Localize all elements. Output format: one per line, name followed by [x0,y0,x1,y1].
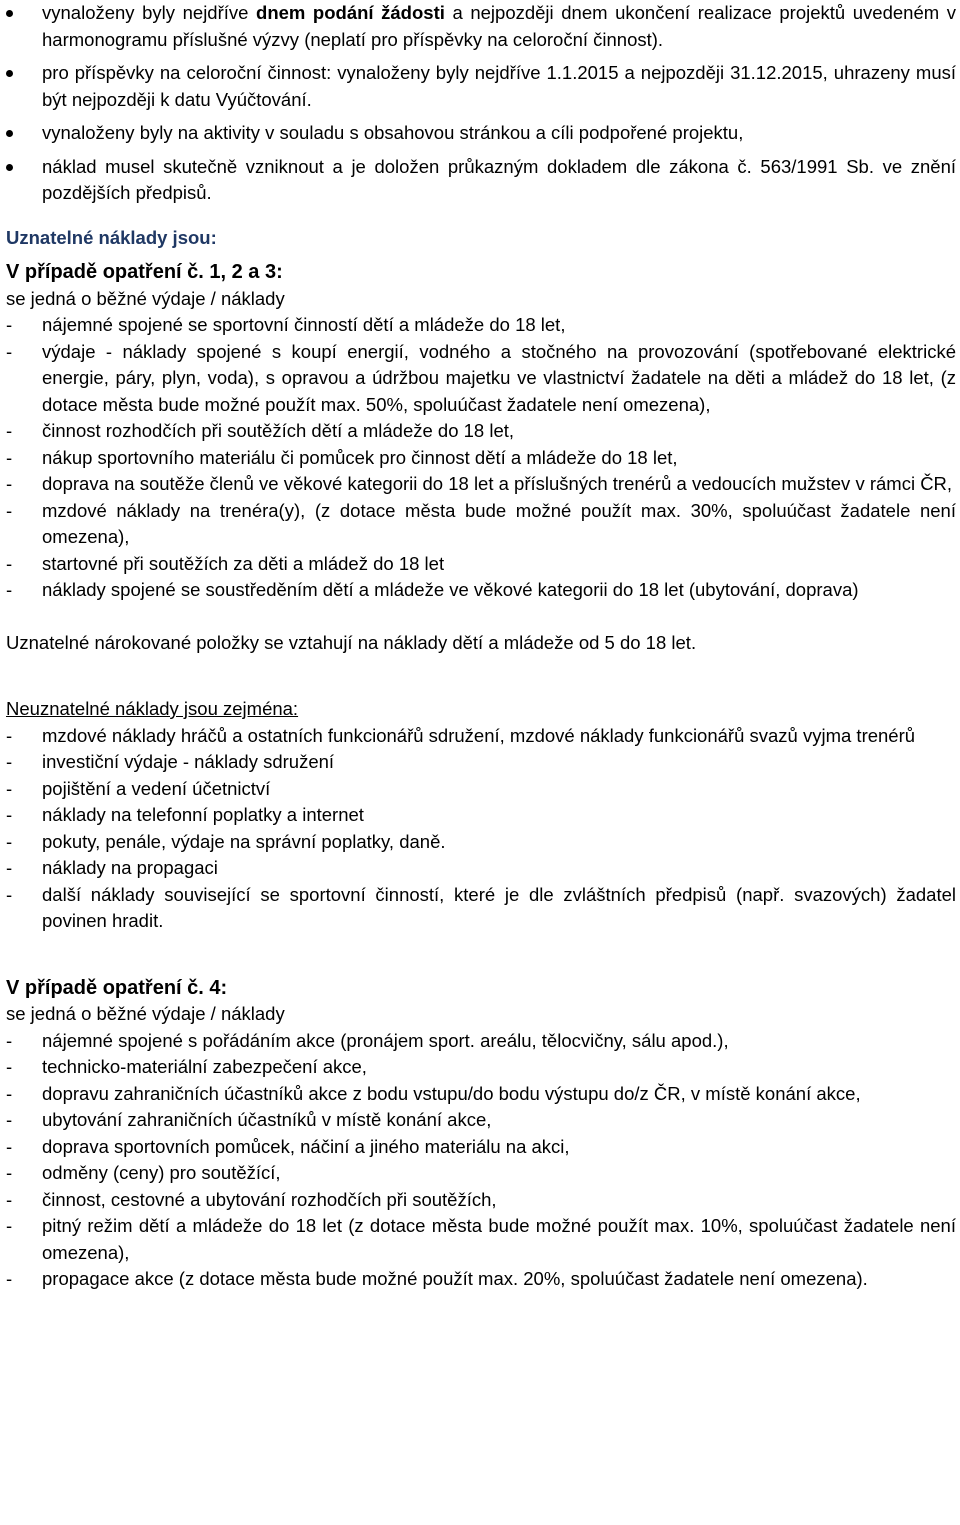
list-item-text: náklady spojené se soustředěním dětí a mládeže ve věkové kategorii do 18 let (ubytování, doprava) [42,579,859,600]
measure-4-intro: se jedná o běžné výdaje / náklady [6,1003,285,1024]
list-item-text: startovné při soutěžích za děti a mládež do 18 let [42,552,445,574]
list-item-text: mzdové náklady hráčů a ostatních funkcionářů sdružení, mzdové náklady funkcionářů svazů vyjma trenérů [42,724,916,746]
list-item [6,882,956,935]
measure-4-list [6,1028,956,1293]
bullet-icon [6,70,13,77]
list-item [6,855,956,882]
condition-text: vynaloženy byly nejdříve [42,2,257,23]
list-item [6,1028,956,1055]
measure-123-intro: se jedná o běžné výdaje / náklady [6,287,285,309]
list-item [6,723,956,750]
list-item-text: doprava na soutěže členů ve věkové kategorii do 18 let a příslušných trenérů a vedoucích mužstev v rámci ČR, [42,473,953,494]
eligible-note: Uznatelné nárokované položky se vztahují na náklady dětí a mládeže od 5 do 18 let. [6,631,697,653]
dash-icon: - [6,1029,13,1051]
dash-icon: - [6,1056,13,1077]
ineligible-list [6,723,956,935]
dash-icon: - [6,1135,13,1157]
list-item-text: propagace akce (z dotace města bude možné použít max. 20%, spoluúčast žadatele není omezena). [42,1268,868,1289]
dash-icon: - [6,830,13,852]
condition-item [6,0,956,53]
dash-icon: - [6,473,13,494]
list-item [6,312,956,339]
list-item-text: náklady na propagaci [42,857,218,878]
dash-icon: - [6,1268,13,1289]
dash-icon: - [6,777,13,799]
dash-icon: - [6,1215,13,1236]
dash-icon: - [6,499,13,521]
measure-4-title: V případě opatření č. 4: [6,976,228,999]
list-item [6,829,956,856]
condition-text: náklad musel skutečně vzniknout a je doložen průkazným dokladem dle zákona č. 563/1991 Sb. ve znění pozdějších předpisů. [42,155,956,203]
list-item-text: pitný režim dětí a mládeže do 18 let (z dotace města bude možné použít max. 10%, spoluúčast žadatele není omezena), [42,1215,956,1263]
dash-icon: - [6,724,13,746]
list-item [6,1213,956,1266]
list-item-text: výdaje - náklady spojené s koupí energií, vodného a stočného na provozování (spotřebované elektrické energie, páry, plyn, voda), s opravou a údržbou majetku ve vlastnictví žadatele na děti a mládež do 18 let, (z dotace města bude možné použít max. 50%, spoluúčast žadatele není omezena), [42,340,956,415]
eligible-costs-heading: Uznatelné náklady jsou: [6,226,217,248]
list-item-text: činnost rozhodčích při soutěžích dětí a mládeže do 18 let, [42,420,515,441]
dash-icon: - [6,552,13,574]
list-item [6,339,956,419]
list-item [6,802,956,829]
list-item-text: pojištění a vedení účetnictví [42,777,271,799]
list-item [6,577,956,604]
list-item [6,551,956,578]
condition-text: pro příspěvky na celoroční činnost: vynaloženy byly nejdříve 1.1.2015 a nejpozději 31.12.2015, uhrazeny musí být nejpozději k datu Vyúčtování. [42,62,956,110]
dash-icon: - [6,1082,13,1104]
dash-icon: - [6,420,13,441]
list-item-text: činnost, cestovné a ubytování rozhodčích při soutěžích, [42,1188,497,1210]
dash-icon: - [6,1162,13,1183]
dash-icon: - [6,340,13,362]
list-item [6,1107,956,1134]
condition-emphasis: dnem podání žádosti [256,2,445,23]
dash-icon: - [6,804,13,825]
list-item [6,1187,956,1214]
list-item [6,418,956,445]
list-item-text: ubytování zahraničních účastníků v místě konání akce, [42,1109,492,1130]
list-item [6,445,956,472]
list-item [6,776,956,803]
dash-icon: - [6,579,13,600]
dash-icon: - [6,314,13,335]
condition-item [6,154,956,207]
list-item [6,1266,956,1293]
list-item [6,498,956,551]
dash-icon: - [6,446,13,468]
list-item-text: technicko-materiální zabezpečení akce, [42,1056,367,1077]
list-item [6,1081,956,1108]
condition-text: vynaloženy byly na aktivity v souladu s obsahovou stránkou a cíli podpořené projektu, [42,122,744,143]
list-item-text: doprava sportovních pomůcek, náčiní a jiného materiálu na akci, [42,1135,570,1157]
list-item-text: nákup sportovního materiálu či pomůcek pro činnost dětí a mládeže do 18 let, [42,446,678,468]
list-item [6,1160,956,1187]
bullet-icon [6,130,13,137]
list-item-text: další náklady související se sportovní činností, které je dle zvláštních předpisů (např. svazových) žadatel povinen hradit. [42,883,956,931]
list-item [6,749,956,776]
list-item-text: investiční výdaje - náklady sdružení [42,751,335,772]
list-item-text: pokuty, penále, výdaje na správní poplatky, daně. [42,830,446,852]
dash-icon: - [6,857,13,878]
dash-icon: - [6,1109,13,1130]
condition-item [6,60,956,113]
list-item [6,1054,956,1081]
ineligible-costs-heading: Neuznatelné náklady jsou zejména: [6,698,299,719]
list-item-text: nájemné spojené se sportovní činností dětí a mládeže do 18 let, [42,314,566,335]
dash-icon: - [6,883,13,905]
measure-123-title: V případě opatření č. 1, 2 a 3: [6,261,283,283]
dash-icon: - [6,1188,13,1210]
list-item-text: náklady na telefonní poplatky a internet [42,804,364,825]
dash-icon: - [6,751,13,772]
list-item-text: odměny (ceny) pro soutěžící, [42,1162,281,1183]
conditions-list [6,0,956,207]
list-item [6,471,956,498]
bullet-icon [6,164,13,171]
list-item-text: mzdové náklady na trenéra(y), (z dotace města bude možné použít max. 30%, spoluúčast žadatele není omezena), [42,499,956,547]
bullet-icon [6,10,13,17]
list-item-text: dopravu zahraničních účastníků akce z bodu vstupu/do bodu výstupu do/z ČR, v místě konání akce, [42,1082,861,1104]
list-item [6,1134,956,1161]
condition-item [6,120,956,147]
condition-text: a nejpozději dnem ukončení realizace projektů uvedeném v harmonogramu příslušné výzvy (neplatí pro příspěvky na celoroční činnost). [42,2,956,50]
list-item-text: nájemné spojené s pořádáním akce (pronájem sport. areálu, tělocvičny, sálu apod.), [42,1029,729,1051]
measure-123-list [6,312,956,604]
